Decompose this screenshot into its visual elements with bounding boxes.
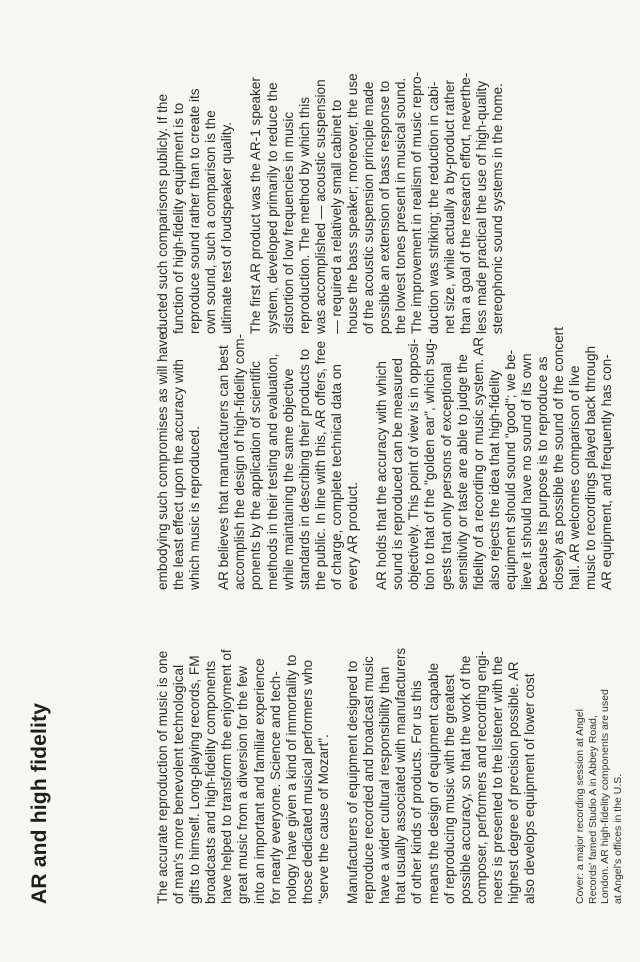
paragraph: embodying such compromises as will have the least effect upon the accuracy with which music is reproduced. <box>155 332 203 590</box>
text-column-1 <box>155 606 551 904</box>
text-column-3 <box>155 24 519 334</box>
paragraph: The accurate reproduction of music is one of man's more benevolent technological gifts to himself. Long-playing records, FM broadcasts and high-fidelity components have helped to transform the enjoyment of great music from a diversion for the few into an important and familiar experience for nearly everyone. Science and tech- nology have given a kind of immortality to those dedicated musical performers who "serve the cause of Mozart". <box>155 649 331 904</box>
paragraph: The first AR product was the AR-1 speaker system, developed primarily to reduce the distortion of low frequencies in music reproduction. The method by which this was accomplished — acoustic suspension — required a relatively small cabinet to house the bass speaker; moreover, the use of the acoustic suspension principle made possible an extension of bass response to the lowest tones present in musical sound. The improvement in realism of music repro- duction was striking; the reduction in cabi- net size, while actually a by-product rather than a goal of the research effort, neverthe- less made practical the use of high-quality stereophonic sound systems in the home. <box>248 71 505 334</box>
text-column-2 <box>155 292 629 590</box>
paragraph: ducted such comparisons publicly. If the function of high-fidelity equipment is to reproduce sound rather than to create its own sound, such a comparison is the ultimate test of loudspeaker quality. <box>155 88 235 334</box>
page-title: AR and high fidelity <box>28 702 51 904</box>
cover-caption: Cover: a major recording session at Angel Records' famed Studio A in Abbey Road, London. AR high-fidelity components are used at Angel's offices in the U.S. <box>574 689 624 904</box>
paragraph: AR believes that manufacturers can best accomplish the design of high-fidelity com- ponents by the application of scientific methods in their testing and evaluation, while maintaining the same objective standards in describing their products to the public. In line with this, AR offers, free of charge, complete technical data on every AR product. <box>216 333 361 590</box>
paragraph: Manufacturers of equipment designed to reproduce recorded and broadcast music have a wider cultural responsibility than that usually associated with manufacturers of other kinds of products. For us this means the design of equipment capable of reproducing music with the greatest possible accuracy, so that the work of the composer, performers and recording engi- neers is presented to the listener with the highest degree of precision possible. AR also develops equipment of lower cost <box>345 647 538 904</box>
paragraph: AR holds that the accuracy with which sound is reproduced can be measured objectively. This point of view is in opposi- tion to that of the "golden ear", which sug- gests that only persons of exceptional sensitivity or taste are able to judge the fidelity of a recording or music system. AR also rejects the idea that high-fidelity equipment should sound "good"; we be- lieve it should have no sound of its own because its purpose is to reproduce as closely as possible the sound of the concert hall. AR welcomes comparison of live music to recordings played back through AR equipment, and frequently has con- <box>374 327 615 590</box>
